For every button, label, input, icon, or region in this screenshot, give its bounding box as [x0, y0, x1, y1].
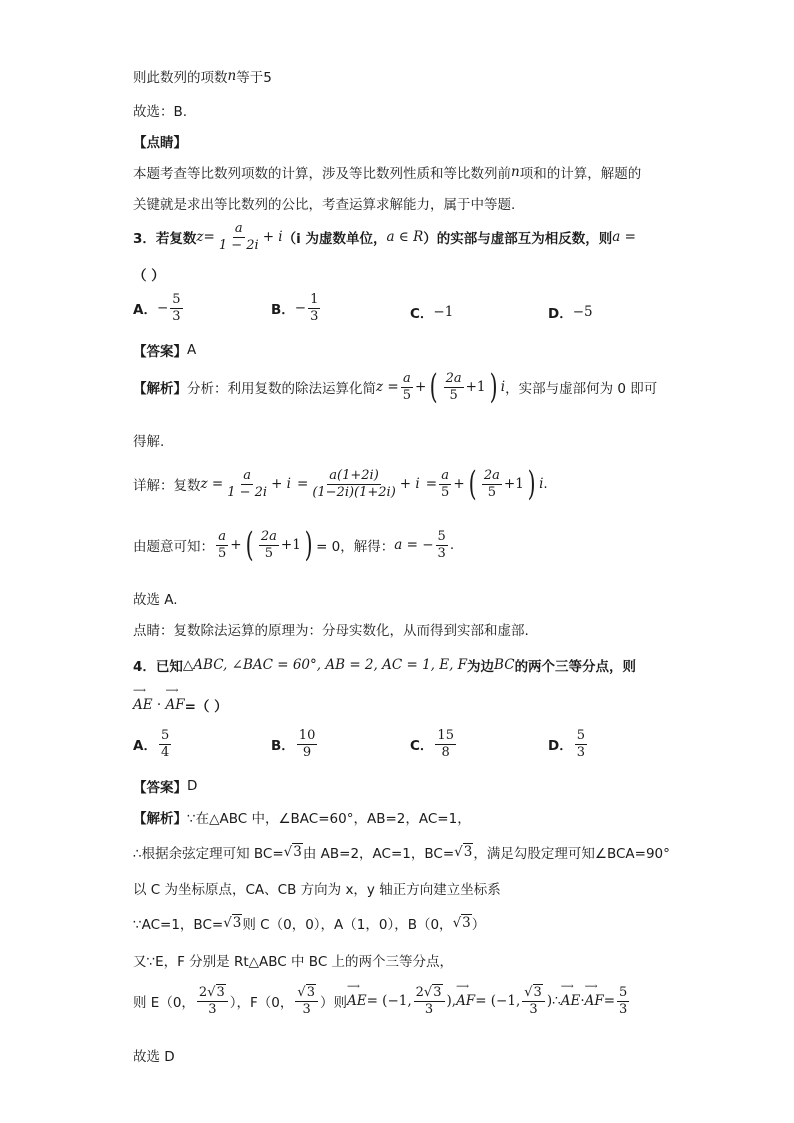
heading-dianjing: 【点睛】	[133, 135, 187, 151]
line-comment-1: 本题考查等比数列项数的计算，涉及等比数列性质和等比数列前 n 项和的计算，解题的	[133, 164, 642, 182]
q4-analysis-3: 以 C 为坐标原点，CA、CB 方向为 x，y 轴正方向建立坐标系	[133, 882, 501, 898]
q3-stem: 3． 若复数 z = $\frac{a}{1 - 2i}$ + i （i 为虚数单位， a ∈ R ）的实部与虚部互为相反数，则 a =	[133, 221, 636, 253]
line-conclusion: 则此数列的项数 n 等于5	[133, 68, 272, 86]
line-comment-2: 关键就是求出等比数列的公比，考查运算求解能力，属于中等题.	[133, 197, 516, 213]
q3-option-c: C． −1	[410, 304, 454, 322]
q4-analysis-5: 又∵E，F 分别是 Rt△ABC 中 BC 上的两个三等分点，	[133, 954, 454, 970]
q4-select: 故选 D	[133, 1049, 175, 1065]
q3-option-b: B． − $\frac{1}{3}$	[271, 292, 319, 324]
q3-condition: 由题意可知： $\frac{a}{5}$ + ( $\frac{2a}{5}$ +1 ) = 0，解得： a = − $\frac{5}{3}$ .	[133, 525, 455, 565]
line-select-b: 故选：B.	[133, 104, 188, 120]
q4-vector-expr: ⟶ AE · ⟶ AF =（ ）	[133, 695, 228, 715]
q3-option-a: A． − $\frac{5}{3}$	[133, 292, 181, 324]
vector-ae: ⟶ AE	[133, 697, 153, 713]
q4-option-c: C． $\frac{15}{8}$	[410, 728, 454, 760]
q4-option-b: B． $\frac{10}{9}$	[271, 728, 316, 760]
vector-ae-2: ⟶ AE	[347, 993, 367, 1009]
q3-note: 点睛：复数除法运算的原理为：分母实数化，从而得到实部和虚部.	[133, 623, 529, 639]
q4-option-a: A． $\frac{5}{4}$	[133, 728, 170, 760]
q4-analysis-1: 【解析】 ∵在△ABC 中，∠BAC=60°，AB=2，AC=1，	[133, 811, 471, 827]
q3-option-d: D． −5	[548, 304, 593, 322]
q4-analysis-2: ∴根据余弦定理可知 BC= √3 由 AB=2，AC=1，BC= √3 ，满足勾股定理可知∠BCA=90°	[133, 844, 670, 862]
q3-analysis-end: 得解.	[133, 434, 165, 450]
vector-af-2: ⟶ AF	[456, 993, 475, 1009]
vector-af: ⟶ AF	[165, 697, 184, 713]
q3-answer: 【答案】 A	[133, 342, 197, 360]
q4-stem: 4． 已知 △ABC, ∠BAC = 60°, AB = 2, AC = 1, E, F 为边 BC 的两个三等分点，则	[133, 657, 637, 675]
q3-select: 故选 A.	[133, 592, 178, 608]
q4-analysis-4: ∵AC=1，BC= √3 则 C（0，0），A（1，0），B（0， √3 ）	[133, 915, 486, 933]
q3-detail: 详解：复数 z = $\frac{a}{1 - 2i}$ + i = $\frac{a(1+2i)}{(1-2i)(1+2i)}$ + i = $\frac{a}{5}$ + ( $\frac{2a}{5}$ +1 ) i .	[133, 464, 548, 504]
vector-ae-3: ⟶ AE	[561, 993, 581, 1009]
q4-answer: 【答案】 D	[133, 778, 198, 796]
q4-analysis-6: 则 E（0， $\frac{2√3}{3}$ ），F（0， $\frac{√3}{3}$ ）则 ⟶ AE = (−1, $\frac{2√3}{3}$ ), ⟶ AF = (−1, $\frac{√3}{3}$ ) ∴ ⟶ AE · ⟶ AF = $\frac{5}{3}$	[133, 986, 631, 1016]
q4-option-d: D． $\frac{5}{3}$	[548, 728, 585, 760]
q3-blank: （ ）	[133, 268, 165, 284]
vector-af-3: ⟶ AF	[585, 993, 604, 1009]
q3-analysis: 【解析】 分析：利用复数的除法运算化简 z = $\frac{a}{5}$ + ( $\frac{2a}{5}$ +1 ) i ，实部与虚部何为 0 即可	[133, 367, 658, 407]
q3-fraction: $\frac{a}{1 - 2i}$	[218, 221, 259, 253]
